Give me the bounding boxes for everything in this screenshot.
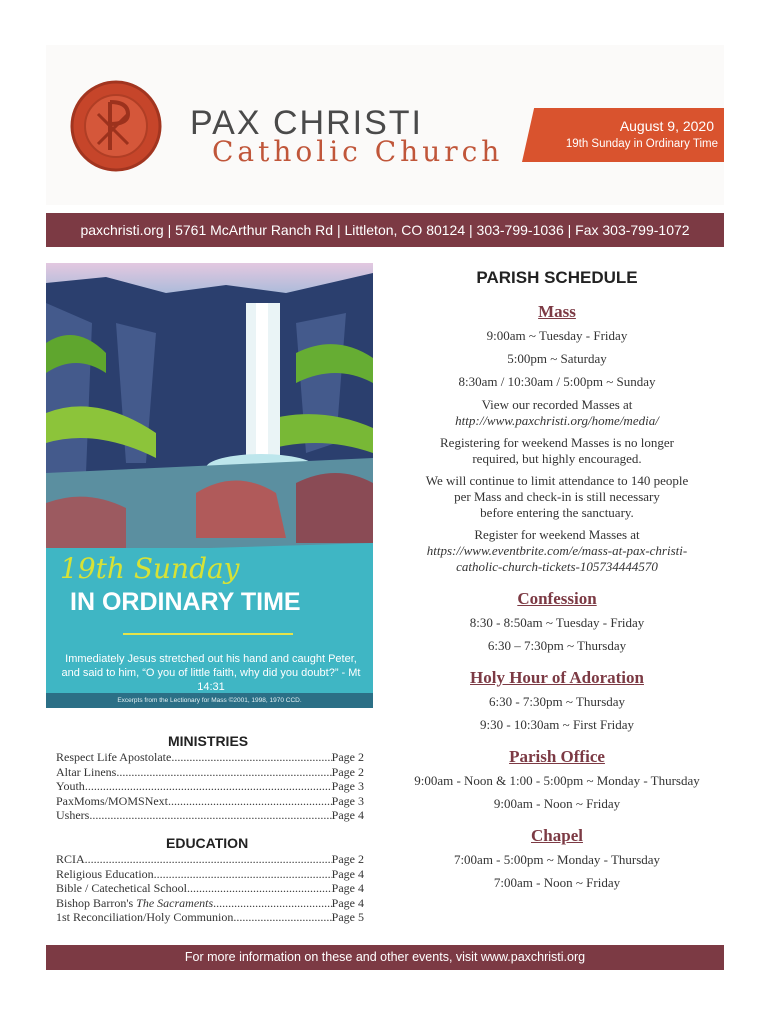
recorded-masses-link[interactable]: http://www.paxchristi.org/home/media/ xyxy=(455,413,659,428)
registering-note: Registering for weekend Masses is no longer xyxy=(440,435,674,450)
chapel-time: 7:00am - 5:00pm ~ Monday - Thursday xyxy=(453,852,661,867)
toc-entry[interactable]: 1st Reconciliation/Holy Communion ..... Page 5 xyxy=(56,910,364,925)
ministries-heading: MINISTRIES xyxy=(168,733,249,749)
sunday-poster-image xyxy=(46,263,373,708)
footer-bar: For more information on these and other events, visit www.paxchristi.org xyxy=(46,945,724,970)
toc-entry[interactable]: Altar Linens ..... Page 2 xyxy=(56,765,364,780)
toc-entry[interactable]: Respect Life Apostolate ..... Page 2 xyxy=(56,750,364,765)
toc-entry[interactable]: PaxMoms/MOMSNext ..... Page 3 xyxy=(56,794,364,809)
poster-copyright: Excerpts from the Lectionary for Mass ©2001, 1998, 1970 CCD. xyxy=(46,693,373,708)
bulletin-date: August 9, 2020 xyxy=(619,118,714,134)
attendance-note: We will continue to limit attendance to 140 people xyxy=(425,473,689,488)
register-link[interactable]: https://www.eventbrite.com/e/mass-at-pax-christi- xyxy=(426,543,688,558)
toc-entry[interactable]: Ushers ..... Page 4 xyxy=(56,808,364,823)
confession-time: 6:30 – 7:30pm ~ Thursday xyxy=(487,638,627,653)
register-link[interactable]: catholic-church-tickets-105734444570 xyxy=(456,559,658,574)
toc-entry[interactable]: Youth ..... Page 3 xyxy=(56,779,364,794)
date-ribbon xyxy=(522,108,724,162)
education-list xyxy=(56,852,364,925)
office-time: 9:00am - Noon & 1:00 - 5:00pm ~ Monday - Thursday xyxy=(414,773,700,788)
confession-heading: Confession xyxy=(517,589,597,608)
chapel-time: 7:00am - Noon ~ Friday xyxy=(493,875,621,890)
mass-time: 9:00am ~ Tuesday - Friday xyxy=(486,328,628,343)
toc-entry[interactable]: Bible / Catechetical School ..... Page 4 xyxy=(56,881,364,896)
liturgical-day: 19th Sunday in Ordinary Time xyxy=(565,138,718,150)
contact-info-bar: paxchristi.org | 5761 McArthur Ranch Rd | Littleton, CO 80124 | 303-799-1036 | Fax 303-799-1072 xyxy=(46,213,724,247)
registering-note: required, but highly encouraged. xyxy=(472,451,642,466)
poster-scripture-quote: Immediately Jesus stretched out his hand and caught Peter, and said to him, “O you of little faith, why did you doubt?” - Mt 14:31 xyxy=(61,653,361,693)
confession-time: 8:30 - 8:50am ~ Tuesday - Friday xyxy=(469,615,645,630)
adoration-heading: Holy Hour of Adoration xyxy=(470,668,644,687)
ministries-list xyxy=(56,750,364,823)
mass-time: 5:00pm ~ Saturday xyxy=(507,351,607,366)
toc-entry[interactable]: Religious Education ..... Page 4 xyxy=(56,867,364,882)
attendance-note: per Mass and check-in is still necessary xyxy=(454,489,660,504)
poster-title-main: IN ORDINARY TIME xyxy=(70,588,301,616)
office-heading: Parish Office xyxy=(509,747,605,766)
poster-divider xyxy=(123,633,293,635)
mass-time: 8:30am / 10:30am / 5:00pm ~ Sunday xyxy=(458,374,656,389)
adoration-time: 6:30 - 7:30pm ~ Thursday xyxy=(488,694,626,709)
mass-heading: Mass xyxy=(538,302,576,321)
toc-entry[interactable]: Bishop Barron's The Sacraments ..... Page 4 xyxy=(56,896,364,911)
office-time: 9:00am - Noon ~ Friday xyxy=(493,796,621,811)
attendance-note: before entering the sanctuary. xyxy=(480,505,634,520)
church-name-line1: PAX CHRISTI xyxy=(190,104,423,142)
register-text: Register for weekend Masses at xyxy=(474,527,640,542)
chapel-heading: Chapel xyxy=(531,826,583,845)
schedule-title: PARISH SCHEDULE xyxy=(476,268,638,287)
wax-seal-chi-rho-logo xyxy=(70,80,162,172)
adoration-time: 9:30 - 10:30am ~ First Friday xyxy=(479,717,634,732)
church-name-line2: Catholic Church xyxy=(212,135,504,168)
education-heading: EDUCATION xyxy=(166,835,249,851)
toc-entry[interactable]: RCIA ..... Page 2 xyxy=(56,852,364,867)
waterfall-illustration xyxy=(46,263,373,708)
parish-schedule xyxy=(396,268,718,891)
poster-title-script: 19th Sunday xyxy=(60,552,240,585)
recorded-masses-text: View our recorded Masses at xyxy=(481,397,633,412)
